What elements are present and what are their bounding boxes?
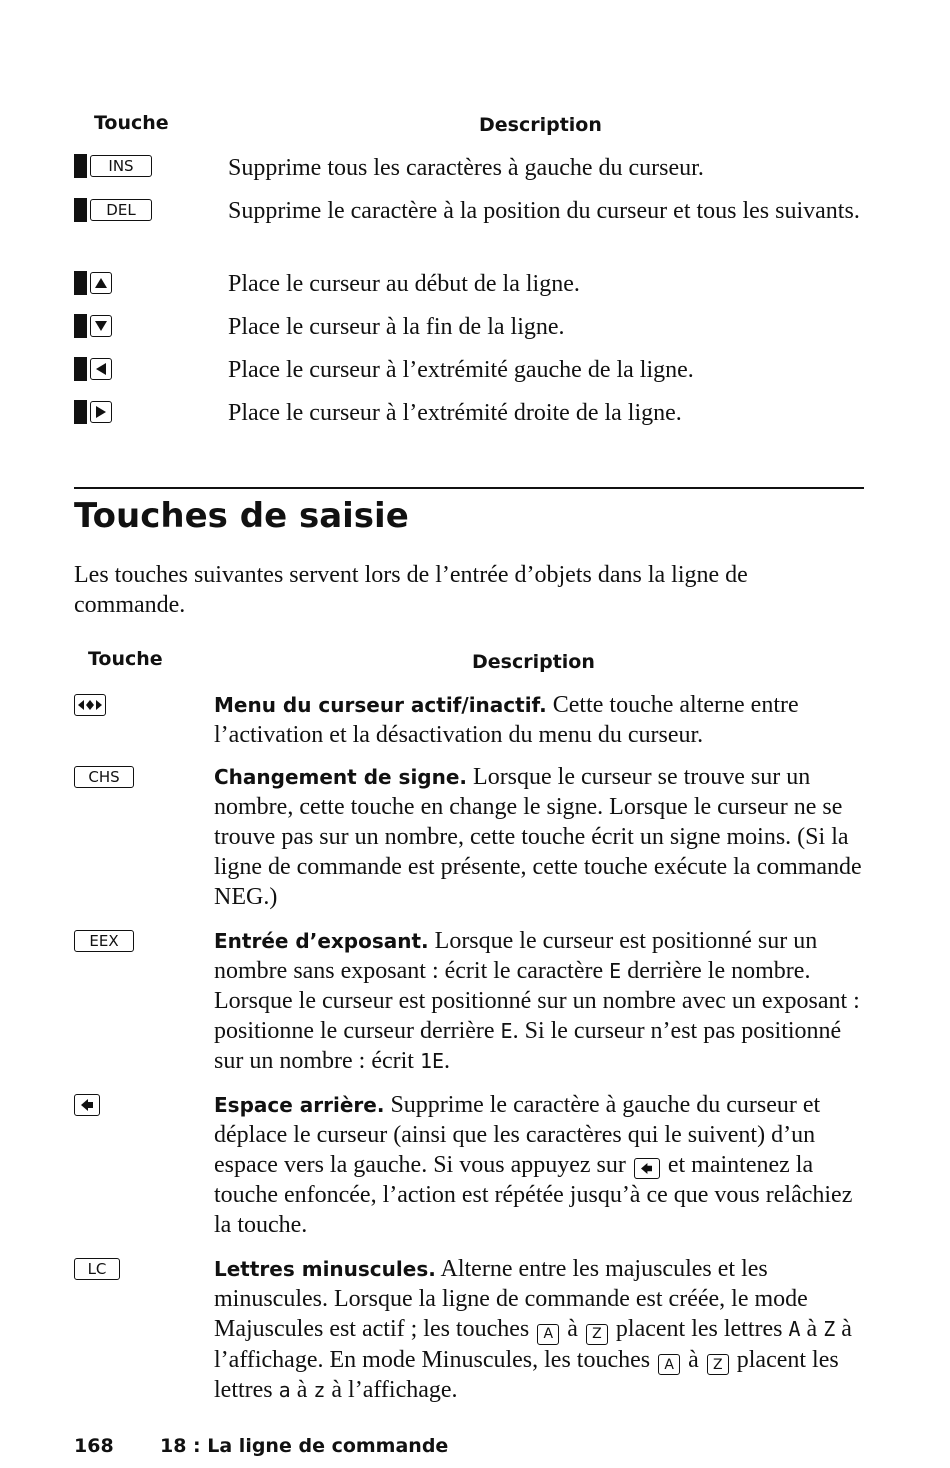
table2-header-description: Description: [472, 651, 595, 673]
backspace-inline-key-icon: [634, 1158, 660, 1179]
down-arrow-key-icon: [90, 315, 112, 337]
table2-row-lc-key: [74, 1258, 120, 1280]
up-arrow-key-icon: [90, 272, 112, 294]
shift-key-icon: [74, 154, 87, 178]
table1-row-right-key: [74, 400, 112, 424]
section-divider: [74, 487, 864, 489]
lc-key-icon: LC: [74, 1258, 120, 1280]
section-title: Touches de saisie: [74, 496, 409, 536]
lc-text-1: Alterne entre les majuscules et les minuscules. Lorsque la ligne de commande est créée, le mode Majuscules est actif ; les touches: [214, 1256, 808, 1342]
chs-key-icon: CHS: [74, 766, 134, 788]
cursor-menu-text: Cette touche alterne entre l’activation et la désactivation du menu du curseur.: [214, 692, 799, 748]
lc-char-lower-z: z: [313, 1378, 326, 1402]
section-intro: Les touches suivantes servent lors de l’entrée d’objets dans la ligne de commande.: [74, 562, 748, 618]
page-number: 168: [74, 1435, 114, 1457]
lc-text-4: placent les lettres: [214, 1346, 839, 1403]
eex-char-e: E: [609, 959, 622, 983]
lc-text-c: à: [688, 1346, 699, 1373]
lc-text-2: placent les lettres: [615, 1316, 783, 1342]
eex-char-1e: 1E: [419, 1049, 445, 1073]
eex-text-2: derrière le nombre. Lorsque le curseur est positionné sur un nombre avec un exposant : positionne le curseur derrière: [214, 958, 860, 1044]
table1-row-ins-description: Supprime tous les caractères à gauche du curseur.: [228, 155, 704, 181]
z-key-icon: Z: [586, 1324, 608, 1345]
ins-key-icon: INS: [90, 155, 152, 177]
eex-text-3: . Si le curseur n’est pas positionné sur un nombre : écrit: [214, 1018, 842, 1074]
table2-row-cursor-key: [74, 694, 106, 716]
table1-header-key: Touche: [94, 112, 169, 134]
lc-text-b: à: [806, 1316, 818, 1342]
table1-row-right-description: Place le curseur à l’extrémité droite de la ligne.: [228, 400, 682, 426]
table1-row-up-description: Place le curseur au début de la ligne.: [228, 271, 580, 297]
table2-row-eex-description: [214, 926, 866, 1076]
table1-row-up-key: [74, 271, 112, 295]
right-arrow-key-icon: [90, 401, 112, 423]
eex-char-e-2: E: [500, 1019, 513, 1043]
table2-row-chs-key: [74, 766, 134, 788]
table1-row-left-description: Place le curseur à l’extrémité gauche de la ligne.: [228, 357, 694, 383]
backspace-lead: Espace arrière.: [214, 1093, 385, 1117]
running-footer-chapter: 18 : La ligne de commande: [160, 1435, 449, 1457]
table1-row-ins-key: [74, 154, 152, 178]
table1-row-left-key: [74, 357, 112, 381]
cursor-menu-lead: Menu du curseur actif/inactif.: [214, 693, 547, 717]
lc-lead: Lettres minuscules.: [214, 1257, 436, 1281]
lc-char-lower-a: a: [278, 1378, 291, 1402]
lc-char-upper-z: Z: [823, 1317, 836, 1341]
table2-row-chs-description: [214, 762, 866, 912]
del-key-icon: DEL: [90, 199, 152, 221]
table2-row-lc-description: [214, 1254, 866, 1405]
chs-text: Lorsque le curseur se trouve sur un nombre, cette touche en change le signe. Lorsque le curseur ne se trouve pas sur un nombre, cette touche écrit un signe moins. (Si la ligne de commande est présente, cette touche exécute la commande NEG.): [214, 764, 862, 910]
shift-key-icon: [74, 271, 87, 295]
lc-text-a: à: [567, 1316, 578, 1342]
backspace-text-2: et maintenez la touche enfoncée, l’action est répétée jusqu’à ce que vous relâchiez la touche.: [214, 1152, 853, 1238]
table1-header-description: Description: [479, 114, 602, 136]
a-key-icon: A: [537, 1324, 559, 1345]
eex-text-1: Lorsque le curseur est positionné sur un nombre sans exposant : écrit le caractère: [214, 928, 818, 984]
lc-text-d: à: [296, 1377, 308, 1403]
table2-header-key: Touche: [88, 648, 163, 670]
z-key-icon: Z: [707, 1354, 729, 1375]
chs-lead: Changement de signe.: [214, 765, 468, 789]
left-arrow-key-icon: [90, 358, 112, 380]
lc-text-5: à l’affichage.: [331, 1377, 458, 1403]
backspace-key-icon: [74, 1094, 100, 1116]
eex-key-icon: EEX: [74, 930, 134, 952]
lc-text-3: à l’affichage. En mode Minuscules, les touches: [214, 1316, 852, 1373]
shift-key-icon: [74, 357, 87, 381]
shift-key-icon: [74, 198, 87, 222]
shift-key-icon: [74, 314, 87, 338]
shift-key-icon: [74, 400, 87, 424]
lc-char-upper-a: A: [788, 1317, 801, 1341]
table2-row-backspace-description: [214, 1090, 866, 1240]
table2-row-eex-key: [74, 930, 134, 952]
table1-row-del-key: [74, 198, 152, 222]
table1-row-down-key: [74, 314, 112, 338]
a-key-icon: A: [658, 1354, 680, 1375]
table2-row-backspace-key: [74, 1094, 100, 1116]
cursor-menu-key-icon: [74, 694, 106, 716]
table1-row-down-description: Place le curseur à la fin de la ligne.: [228, 314, 565, 340]
eex-lead: Entrée d’exposant.: [214, 929, 429, 953]
table1-row-del-description: Supprime le caractère à la position du curseur et tous les suivants.: [228, 198, 860, 224]
eex-text-4: .: [444, 1048, 451, 1074]
table2-row-cursor-description: [214, 690, 866, 750]
backspace-text-1: Supprime le caractère à gauche du curseur et déplace le curseur (ainsi que les caractères qui le suivent) d’un espace vers la gauche. Si vous appuyez sur: [214, 1092, 821, 1178]
